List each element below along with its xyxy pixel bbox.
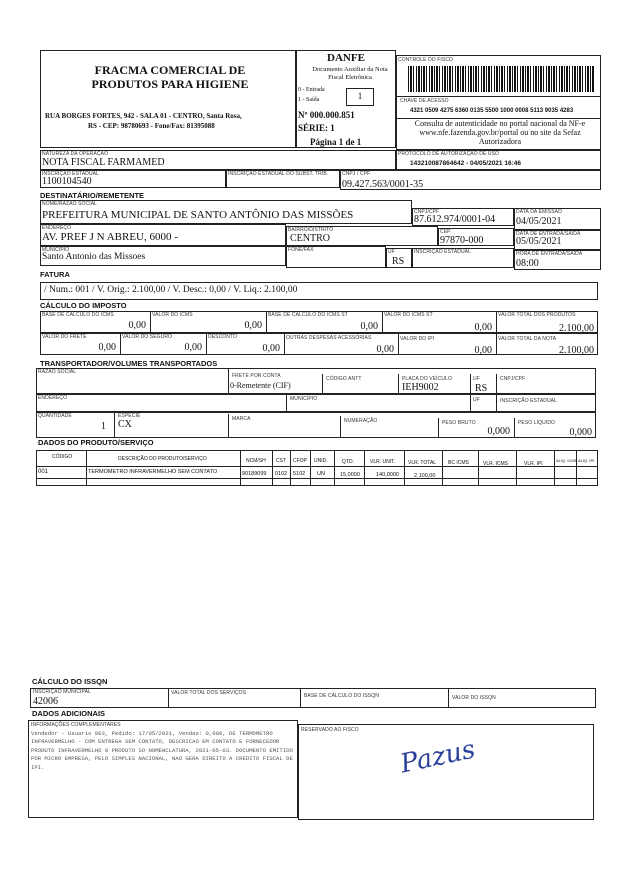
col-header-aliq-ipi: ALIQ. IPI: [578, 458, 595, 463]
qty-label: QUANTIDADE: [38, 413, 72, 419]
col-header-ipi: VLR. IPI: [524, 461, 543, 467]
issqn-im: 42006: [33, 696, 58, 707]
city-label: MUNICÍPIO: [42, 247, 70, 253]
uf-value: RS: [392, 256, 405, 267]
ie-value: 1100104540: [42, 176, 92, 187]
antt-label: CÓDIGO ANTT: [326, 376, 362, 382]
cep-label: CEP: [440, 229, 451, 235]
danfe-page: Página 1 de 1: [310, 137, 362, 147]
danfe-number: Nº 000.000.851: [298, 110, 355, 120]
col-header-description: DESCRIÇÃO DO PRODUTO/SERVIÇO: [118, 456, 207, 462]
col-header-aliq-icms: ALIQ. ICMS: [556, 458, 578, 463]
recipient-name-label: NOME/RAZÃO SOCIAL: [42, 201, 98, 207]
col-header-ncm: NCM/SH: [246, 458, 266, 464]
gross-value: 0,000: [487, 426, 510, 437]
recipient-section: DESTINATÁRIO/REMETENTE: [40, 191, 145, 200]
tax-insurance: 0,00: [184, 342, 202, 353]
entry-date-label: DATA DE ENTRADA/SAÍDA: [516, 231, 581, 237]
access-key-label: CHAVE DE ACESSO: [400, 98, 449, 104]
freight-value: 0-Remetente (CIF): [230, 381, 291, 390]
col-header-qty: QTD.: [342, 459, 354, 465]
danfe-subtitle: Documento Auxiliar da Nota Fiscal Eletrônica: [312, 66, 388, 81]
tax-total-products: 2.100,00: [559, 323, 594, 334]
district-label: BAIRRO/DISTRITO: [288, 227, 334, 233]
recipient-cnpj-label: CNPJ/CPF: [414, 209, 440, 215]
nature-value: NOTA FISCAL FARMAMED: [42, 157, 165, 168]
ie-label: INSCRIÇÃO ESTADUAL: [42, 171, 99, 177]
protocol-label: PROTOCOLO DE AUTORIZAÇÃO DE USO: [398, 151, 499, 157]
additional-info-text: Vendedor - Usuario 003, Pedido: 17/05/2021, Vendas: 0,000, DE TERMOMETRO INFRAVERMELHO - COM ENTREGA SEM CONTATO, DESCRICAO EM CONTATO E FORNECEDOR PRODUTO INFRAVERMELHO 0 PRODUTO SO NOMENCLATURA, 2021-05-03. DOCUMENTO EMITIDO POR MICRO EMPRESA, PELO SIMPLES NACIONAL, NAO GERA DIREITO A CREDITO FISCAL DE IPI.: [31, 730, 293, 771]
tax-icms: 0,00: [244, 320, 262, 331]
brand-label: MARCA: [232, 416, 251, 422]
product-description: TERMOMETRO INFRAVERMELHO SEM CONTATO: [88, 469, 218, 475]
col-header-bc-icms: BC ICMS: [448, 460, 469, 466]
tax-section: CÁLCULO DO IMPOSTO: [40, 301, 127, 310]
col-header-unit: UNID.: [314, 458, 328, 464]
product-ncm: 90189099: [242, 471, 267, 477]
product-code: 001: [38, 469, 49, 475]
issuer-cep: RS - CEP: 98780693 - Fone/Fax: 81395088: [88, 122, 215, 130]
invoice-section: FATURA: [40, 270, 70, 279]
access-consult: Consulta de autenticidade no portal nacional da NF-e www.nfe.fazenda.gov.br/portal ou no site da Sefaz Autorizadora: [414, 119, 586, 146]
species-value: CX: [118, 419, 132, 430]
tax-discount: 0,00: [262, 343, 280, 354]
issuer-address: RUA BORGES FORTES, 942 - SALA 01 - CENTRO, Santa Rosa,: [45, 112, 242, 120]
signature: Pazus: [397, 734, 478, 780]
barcode-image: [408, 66, 594, 92]
recipient-cnpj: 87.612.974/0001-04: [414, 214, 496, 225]
col-header-cst: CST: [276, 458, 286, 464]
danfe-exit: 1 - Saída: [298, 97, 320, 103]
tax-freight: 0,00: [98, 342, 116, 353]
transport-uf2-label: UF: [473, 397, 480, 403]
col-header-code: CÓDIGO: [52, 454, 73, 460]
product-unit: UN: [317, 471, 325, 477]
tax-insurance-label: VALOR DO SEGURO: [122, 334, 173, 340]
danfe-entry: 0 - Entrada: [298, 87, 325, 93]
col-header-icms: VLR. ICMS: [483, 461, 509, 467]
tax-ipi-label: VALOR DO IPI: [400, 336, 435, 342]
species-label: ESPÉCIE: [118, 413, 141, 419]
tax-bc-st: 0,00: [360, 321, 378, 332]
freight-label: FRETE POR CONTA: [232, 373, 281, 379]
time-value: 08:00: [516, 258, 539, 269]
reserved-label: RESERVADO AO FISCO: [301, 727, 359, 733]
recipient-name: PREFEITURA MUNICIPAL DE SANTO ANTÔNIO DAS MISSÕES: [42, 209, 354, 221]
transport-section: TRANSPORTADOR/VOLUMES TRANSPORTADOS: [40, 359, 218, 368]
protocol-value: 143210087864642 - 04/05/2021 16:46: [410, 160, 521, 167]
product-qty: 15,0000: [340, 472, 360, 478]
reserved-box: [298, 724, 594, 820]
cnpj-label: CNPJ / CPF: [342, 171, 371, 177]
col-header-total: VLR. TOTAL: [408, 460, 437, 466]
transport-name-label: RAZÃO SOCIAL: [38, 369, 77, 375]
tax-icms-st-label: VALOR DO ICMS ST: [384, 312, 433, 318]
entry-date-value: 05/05/2021: [516, 236, 562, 247]
transport-uf: RS: [475, 383, 488, 394]
invoice-text: / Num.: 001 / V. Orig.: 2.100,00 / V. Desc.: 0,00 / V. Liq.: 2.100,00: [44, 285, 298, 295]
danfe-type-value: 1: [357, 91, 363, 101]
recipient-ie-label: INSCRIÇÃO ESTADUAL: [414, 249, 471, 255]
danfe-series: SÉRIE: 1: [298, 123, 335, 133]
tax-bc-st-label: BASE DE CÁLCULO DO ICMS ST: [268, 312, 348, 318]
cnpj-value: 09.427.563/0001-35: [342, 179, 424, 190]
tax-icms-st: 0,00: [474, 322, 492, 333]
tax-freight-label: VALOR DO FRETE: [42, 334, 87, 340]
product-unit-value: 140,0000: [376, 472, 399, 478]
danfe-title: DANFE: [327, 52, 365, 64]
transport-ie-label: INSCRIÇÃO ESTADUAL: [500, 398, 557, 404]
products-section: DADOS DO PRODUTO/SERVIÇO: [38, 438, 154, 447]
emission-label: DATA DA EMISSÃO: [516, 209, 563, 215]
cep-value: 97870-000: [440, 235, 484, 246]
barcode-label: CONTROLE DO FISCO: [398, 57, 454, 63]
col-header-unit-value: VLR. UNIT.: [370, 459, 396, 465]
address-value: AV. PREF J N ABREU, 6000 -: [42, 231, 178, 243]
district-value: CENTRO: [290, 233, 330, 244]
ie-st-label: INSCRIÇÃO ESTADUAL DO SUBST. TRIB.: [228, 171, 329, 177]
col-header-cfop: CFOP: [293, 458, 307, 464]
product-total: 2.100,00: [414, 473, 436, 479]
issqn-value-label: VALOR DO ISSQN: [452, 695, 496, 701]
tax-total-note-label: VALOR TOTAL DA NOTA: [498, 336, 557, 342]
net-value: 0,000: [569, 427, 592, 438]
transport-city-label: MUNICÍPIO: [290, 396, 318, 402]
issqn-base-label: BASE DE CÁLCULO DO ISSQN: [304, 693, 379, 699]
product-cst: 0102: [275, 471, 288, 477]
issuer-name: FRACMA COMERCIAL DE PRODUTOS PARA HIGIENE: [91, 63, 249, 91]
product-cfop: 5102: [293, 471, 306, 477]
additional-info-label: INFORMAÇÕES COMPLEMENTARES: [31, 722, 121, 728]
phone-label: FONE/FAX: [288, 247, 314, 253]
access-key: 4321 0509 4275 6360 0135 5500 1000 0008 5113 9035 4283: [410, 108, 574, 114]
tax-total-products-label: VALOR TOTAL DOS PRODUTOS: [498, 312, 576, 318]
issqn-section: CÁLCULO DO ISSQN: [32, 677, 108, 686]
transport-cnpj-label: CNPJ/CPF: [500, 376, 526, 382]
plate-label: PLACA DO VEÍCULO: [402, 376, 452, 382]
time-label: HORA DE ENTRADA/SAÍDA: [516, 251, 583, 257]
address-label: ENDEREÇO: [42, 225, 72, 231]
issqn-services-label: VALOR TOTAL DOS SERVIÇOS: [171, 690, 247, 696]
gross-label: PESO BRUTO: [442, 420, 476, 426]
net-label: PESO LÍQUIDO: [518, 420, 556, 426]
numbering-label: NUMERAÇÃO: [344, 418, 378, 424]
city-value: Santo Antonio das Missoes: [42, 252, 146, 262]
qty-value: 1: [101, 421, 106, 432]
tax-ipi: 0,00: [474, 345, 492, 356]
emission-value: 04/05/2021: [516, 216, 562, 227]
nature-label: NATUREZA DA OPERAÇÃO: [42, 151, 109, 157]
tax-other: 0,00: [376, 344, 394, 355]
tax-bc-icms-label: BASE DE CÁLCULO DO ICMS: [42, 312, 114, 318]
transport-uf-label: UF: [473, 376, 480, 382]
transport-address-label: ENDEREÇO: [38, 395, 68, 401]
tax-icms-label: VALOR DO ICMS: [152, 312, 193, 318]
tax-discount-label: DESCONTO: [208, 334, 238, 340]
tax-other-label: OUTRAS DESPESAS ACESSÓRIAS: [286, 335, 372, 341]
tax-bc-icms: 0,00: [128, 320, 146, 331]
issqn-im-label: INSCRIÇÃO MUNICIPAL: [33, 689, 91, 695]
uf-label: UF: [388, 249, 395, 255]
additional-section: DADOS ADICIONAIS: [32, 709, 106, 718]
plate-value: IEH9002: [402, 382, 439, 393]
tax-total-note: 2.100,00: [559, 345, 594, 356]
